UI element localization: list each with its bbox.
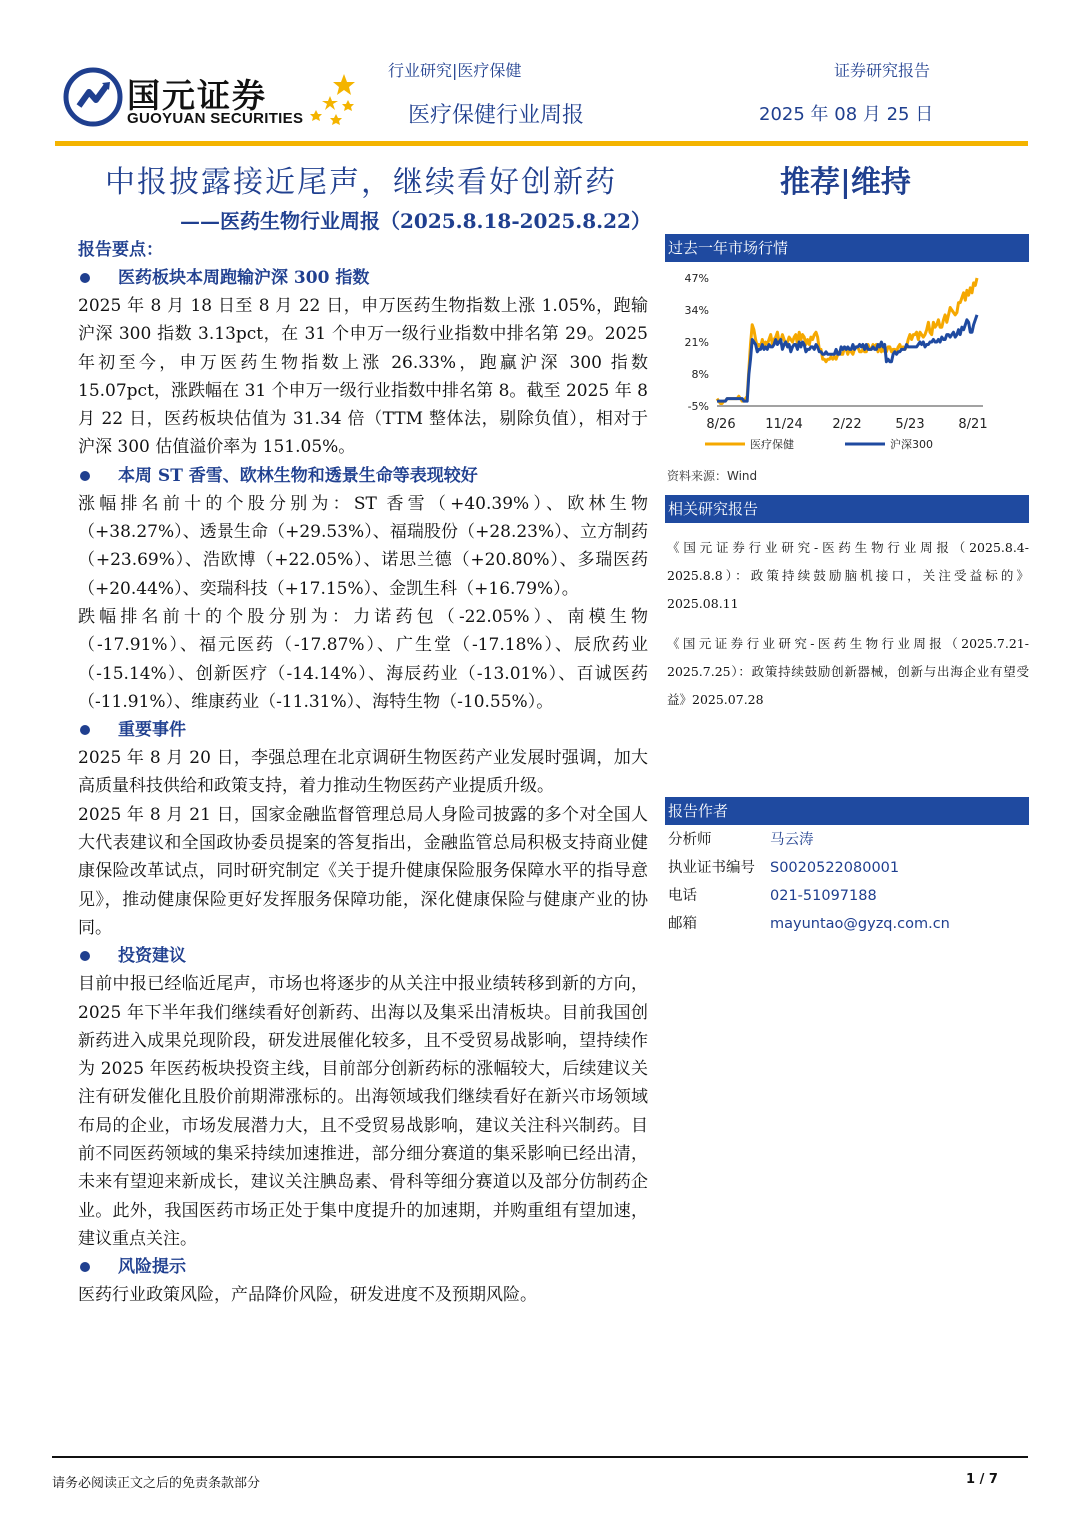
series-line (717, 315, 977, 401)
author-phone: 021-51097188 (770, 888, 877, 904)
author-name: 马云涛 (770, 832, 814, 848)
section-title (78, 942, 648, 970)
section-title-text: 风险提示 (118, 1257, 186, 1278)
x-tick-label: 2/22 (832, 417, 862, 432)
chart-source: 资料来源：Wind (667, 469, 758, 483)
paragraph: 目前中报已经临近尾声，市场也将逐步的从关注中报业绩转移到新的方向，2025 年下半年我们继续看好创新药、出海以及集采出清板块。目前我国创新药进入成果兑现阶段，研发进展催化较多，且不受贸易战影响，望持续作为 2025 年医药板块投资主线，目前部分创新药标的涨幅较大，后续建议关注有研发催化且股价前期滞涨标的。出海领域我们继续看好在新兴市场领域布局的企业，市场发展潜力大，且不受贸易战影响，建议关注科兴制药。目前不同医药领域的集采持续加速推进，部分细分赛道的集采影响已经出清，未来有望迎来新成长，建议关注腆岛素、骨科等细分赛道以及部分仿制药企业。此外，我国医药市场正处于集中度提升的加速期，并购重组有望加速，建议重点关注。 (78, 974, 648, 1249)
company-logo (62, 66, 124, 128)
report-date: 2025 年 08 月 25 日 (759, 104, 934, 125)
summary-heading: 报告要点： (78, 240, 163, 260)
footer-disclaimer: 请务必阅读正文之后的免责条款部分 (52, 1476, 261, 1491)
page-subtitle: ——医药生物行业周报（2025.8.18-2025.8.22） (180, 209, 651, 233)
section-title (78, 462, 648, 490)
author-label-email: 邮箱 (668, 916, 697, 932)
summary-column (78, 236, 648, 1310)
section-title-text: 本周 ST 香雪、欧林生物和透景生命等表现较好 (118, 465, 478, 486)
report-type: 证券研究报告 (834, 61, 931, 80)
y-tick-label: 21% (684, 336, 709, 349)
y-tick-label: 34% (684, 304, 709, 317)
section-title-text: 重要事件 (118, 720, 186, 741)
section-title-text: 投资建议 (118, 946, 186, 967)
paragraph: 涨幅排名前十的个股分别为：ST 香雪（+40.39%）、欧林生物（+38.27%）、透景生命（+29.53%）、福瑞股份（+28.23%）、立方制药（+23.69%）、浩欧博（+22.05%）、诺思兰德（+20.80%）、多瑞医药（+20.44%）、奕瑞科技（+17.15%）、金凯生科（+16.79%）。 (78, 493, 648, 599)
x-tick-label: 5/23 (895, 417, 925, 432)
bullet-icon (80, 273, 90, 283)
related-report-link[interactable]: 《国元证券行业研究-医药生物行业周报（2025.7.21-2025.7.25）：政策持续鼓励创新器械，创新与出海企业有望受益》2025.07.28 (667, 636, 1029, 707)
bullet-icon (80, 951, 90, 961)
paragraph: 2025 年 8 月 20 日，李强总理在北京调研生物医药产业发展时强调，加大高质量科技供给和政策支持，着力推动生物医药产业提质升级。 (78, 748, 648, 797)
x-tick-label: 8/21 (958, 417, 988, 432)
section-title (78, 264, 648, 292)
legend-label: 沪深300 (890, 438, 933, 451)
author-label-phone: 电话 (668, 888, 697, 904)
authors-title: 报告作者 (665, 797, 1029, 825)
author-label-cert: 执业证书编号 (668, 860, 755, 876)
legend-label: 医疗保健 (750, 438, 794, 451)
x-tick-label: 8/26 (706, 417, 736, 432)
section-title (78, 716, 648, 744)
report-name: 医疗保健行业周报 (408, 103, 585, 128)
section-title-text: 医药板块本周跑输沪深 300 指数 (118, 268, 370, 288)
bullet-icon (80, 1262, 90, 1272)
section-title (78, 1253, 648, 1281)
paragraph: 跌幅排名前十的个股分别为：力诺药包（-22.05%）、南模生物（-17.91%）、福元医药（-17.87%）、广生堂（-17.18%）、辰欣药业（-15.14%）、创新医疗（-14.14%）、海辰药业（-13.01%）、百诚医药（-11.91%）、维康药业（-11.31%）、海特生物（-10.55%）。 (78, 606, 648, 712)
author-label-analyst: 分析师 (668, 832, 712, 848)
logo-subtitle: GUOYUAN SECURITIES (127, 110, 304, 127)
y-tick-label: 47% (684, 272, 709, 285)
page-title: 中报披露接近尾声，继续看好创新药 (105, 165, 617, 200)
market-chart (665, 264, 1029, 460)
author-email-link[interactable]: mayuntao@gyzq.com.cn (770, 916, 950, 932)
page-number: 1 / 7 (966, 1472, 998, 1487)
rating-badge: 推荐|维持 (780, 165, 911, 200)
y-tick-label: 8% (691, 368, 709, 381)
footer-divider (52, 1456, 1028, 1458)
paragraph: 医药行业政策风险，产品降价风险，研发进度不及预期风险。 (78, 1285, 537, 1306)
x-tick-label: 11/24 (765, 417, 803, 432)
header-divider (55, 141, 1028, 146)
author-cert-number: S0020522080001 (770, 860, 900, 876)
paragraph: 2025 年 8 月 21 日，国家金融监督管理总局人身险司披露的多个对全国人大代表建议和全国政协委员提案的答复指出，金融监管总局积极支持商业健康保险改革试点，同时研究制定《关于提升健康保险服务保障水平的指导意见》，推动健康保险更好发挥服务保障功能，深化健康保险与健康产业的协同。 (78, 804, 648, 938)
bullet-icon (80, 725, 90, 735)
y-tick-label: -5% (687, 400, 709, 413)
paragraph: 2025 年 8 月 18 日至 8 月 22 日，申万医药生物指数上涨 1.05%，跑输沪深 300 指数 3.13pct，在 31 个申万一级行业指数中排名第 29。2025 年初至今，申万医药生物指数上涨 26.33%，跑赢沪深 300 指数 15.07pct，涨跌幅在 31 个申万一级行业指数中排名第 8。截至 2025 年 8 月 22 日，医药板块估值为 31.34 倍（TTM 整体法，剔除负值），相对于沪深 300 估值溢价率为 151.05%。 (78, 296, 648, 458)
logo-stars-icon (308, 72, 360, 128)
logo-mark-icon (62, 66, 124, 128)
bullet-icon (80, 471, 90, 481)
logo-name: 国元证券 (127, 76, 267, 115)
related-report-link[interactable]: 《国元证券行业研究-医药生物行业周报（2025.8.4-2025.8.8）：政策持续鼓励脑机接口，关注受益标的》2025.08.11 (667, 540, 1029, 611)
report-category: 行业研究|医疗保健 (388, 61, 522, 80)
related-reports-title: 相关研究报告 (665, 495, 1029, 523)
market-panel-title: 过去一年市场行情 (665, 234, 1029, 262)
